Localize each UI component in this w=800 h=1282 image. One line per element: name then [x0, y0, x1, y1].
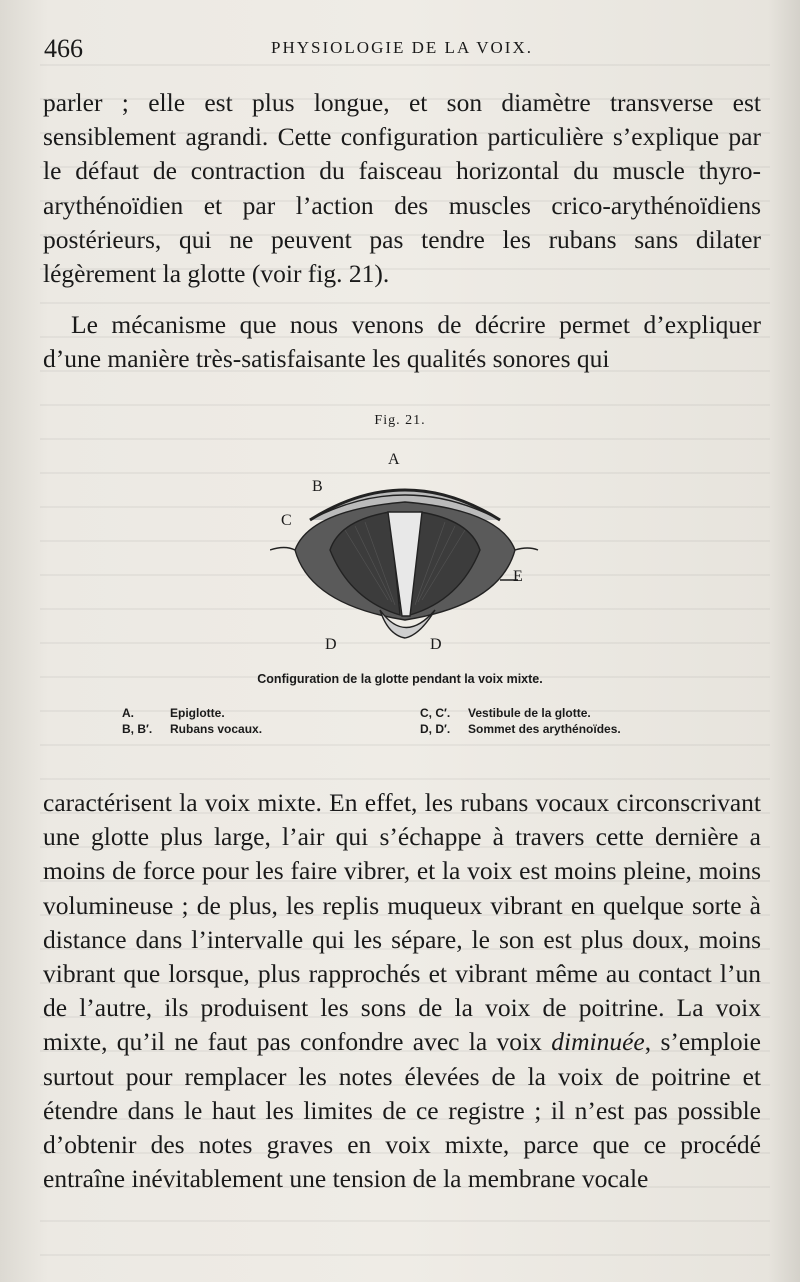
paragraph-1-text: parler ; elle est plus longue, et son diamètre transverse est sensiblement agrandi. Cette configuration particulière s’explique par le défaut de contraction du faisceau horizontal du muscle thyro-arythénoïdien et par l’action des muscles crico-arythénoïdiens postérieurs, qui ne peuvent pas tendre les rubans sans dilater légèrement la glotte (voir fig. 21). [43, 88, 761, 289]
running-head [44, 34, 760, 64]
glottis-illustration [270, 440, 540, 660]
figure-label-e: E [513, 568, 523, 585]
legend-key: D, D′. [420, 722, 451, 736]
legend-text: Vestibule de la glotte. [468, 706, 591, 720]
legend-item-b [122, 722, 262, 736]
emphasized-word: diminuée [551, 1027, 645, 1057]
paragraph-3-part-1: caractérisent la voix mixte. En effet, les rubans vocaux circonscrivant une glotte plus large, l’air qui s’échappe à travers cette dernière a moins de force pour les faire vibrer, et la voix est moins pleine, moins volumineuse ; de plus, les replis muqueux vibrant en quelque sorte à distance dans l’intervalle qui les sépare, le son est plus doux, moins vibrant que lorsque, plus rapprochés et vibrant même au contact l’un de l’autre, ils produisent les sons de la voix de poitrine. La voix mixte, qu’il ne faut pas confondre avec la voix [43, 788, 761, 1057]
paragraph-2 [43, 308, 761, 376]
figure-label-d-left: D [325, 636, 337, 653]
legend-key: B, B′. [122, 722, 153, 736]
figure-label-b: B [312, 478, 323, 495]
legend-text: Rubans vocaux. [170, 722, 263, 736]
running-title: PHYSIOLOGIE DE LA VOIX. [271, 38, 533, 57]
paragraph-3-text [43, 786, 761, 1196]
legend-item-d [420, 722, 621, 736]
figure-caption: Configuration de la glotte pendant la voix mixte. [257, 672, 543, 686]
figure-label-c: C [281, 512, 292, 529]
figure-number: Fig. 21. [374, 413, 426, 428]
paragraph-3 [43, 786, 761, 1196]
legend-key: A. [122, 706, 134, 720]
paragraph-2-text: Le mécanisme que nous venons de décrire permet d’expliquer d’une manière très-satisfaisante les qualités sonores qui [43, 310, 761, 374]
page-number: 466 [44, 34, 83, 63]
paragraph-1 [43, 86, 761, 291]
paragraph-3-part-2: , s’emploie surtout pour remplacer les notes élevées de la voix de poitrine et étendre dans le haut les limites de ce registre ; il n’est pas possible d’obtenir des notes graves en voix mixte, parce que ce procédé entraîne inévitablement une tension de la membrane vocale [43, 1027, 761, 1194]
legend-text: Epiglotte. [170, 706, 225, 720]
legend-key: C, C′. [420, 706, 451, 720]
legend-item-c [420, 706, 591, 720]
legend-text: Sommet des arythénoïdes. [468, 722, 621, 736]
legend-item-a [122, 706, 225, 720]
figure-label-a: A [388, 451, 400, 468]
figure-label-d-right: D [430, 636, 442, 653]
